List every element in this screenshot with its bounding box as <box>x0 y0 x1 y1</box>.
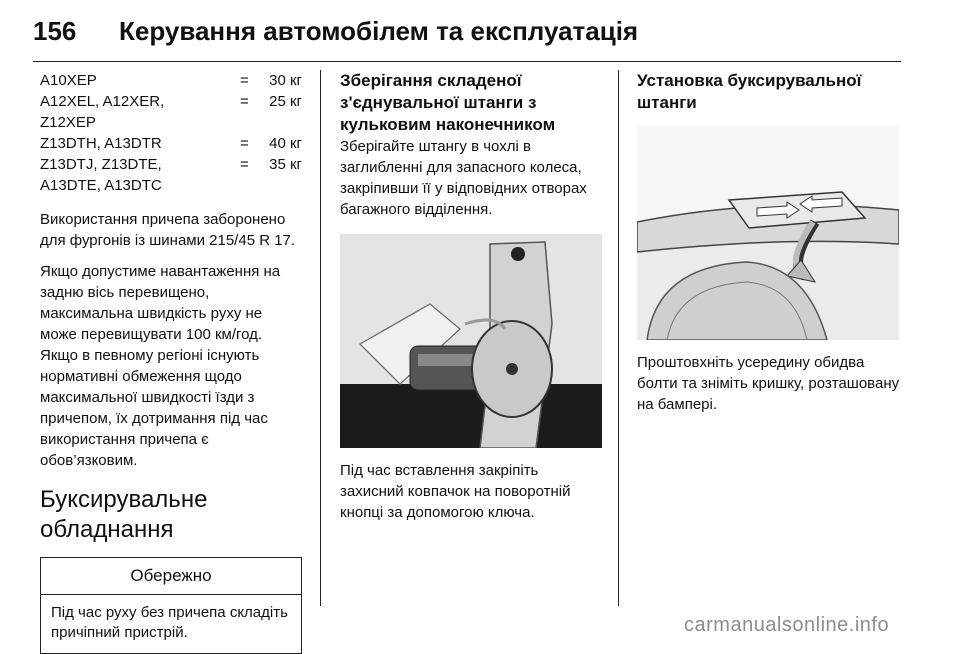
install-heading: Установка буксирувальної штанги <box>637 71 862 112</box>
speed-limit-note: Якщо допустиме навантаження на задню вісь перевищено, максимальна швидкість руху не може перевищувати 100 км/год. Якщо в певному регіоні існують нормативні обмеження щодо максимальної швидкості їзди з причепом, їх дотримання під час використання причепа є обов’язковим. <box>40 263 281 469</box>
equals-sign: = <box>240 93 249 110</box>
weight-row <box>40 112 302 133</box>
weight-value: 30 кг <box>269 72 302 89</box>
weight-row <box>40 91 302 112</box>
caution-title: Обережно <box>41 558 301 595</box>
cover-caption: Проштовхніть усередину обидва болти та зніміть кришку, розташовану на бампері. <box>637 354 900 413</box>
weight-value: 35 кг <box>269 156 302 173</box>
watermark: carmanualsonline.info <box>684 614 890 636</box>
page-number: 156 <box>33 16 77 46</box>
weight-value <box>260 175 302 196</box>
header-divider <box>33 61 901 62</box>
column-left <box>40 70 302 654</box>
weight-value: 25 кг <box>269 93 302 110</box>
weight-row <box>40 70 302 91</box>
equals-sign: = <box>240 135 249 152</box>
caution-text: Під час руху без причепа складіть причіпний пристрій. <box>51 604 288 641</box>
caution-box <box>40 557 302 654</box>
column-divider <box>320 70 321 606</box>
engine-models: Z13DTH, A13DTR <box>40 135 162 152</box>
section-heading: Буксирувальне обладнання <box>40 486 208 543</box>
weight-value <box>260 112 302 133</box>
weight-row <box>40 133 302 154</box>
storage-heading: Зберігання складеної з'єднувальної штанги з кульковим наконечником <box>340 71 556 134</box>
equals-sign <box>240 175 260 196</box>
trailer-weight-table <box>40 70 302 196</box>
column-divider <box>618 70 619 606</box>
weight-value: 40 кг <box>269 135 302 152</box>
engine-models: A13DTE, A13DTC <box>40 177 162 194</box>
engine-models: Z12XEP <box>40 114 96 131</box>
engine-models: Z13DTJ, Z13DTE, <box>40 156 162 173</box>
page-title: Керування автомобілем та експлуатація <box>119 16 639 46</box>
engine-models: A10XEP <box>40 72 97 89</box>
storage-instructions: Зберігайте штангу в чохлі в заглибленні для запасного колеса, закріпивши її у відповідних отворах багажного відділення. <box>340 138 587 218</box>
weight-row <box>40 175 302 196</box>
van-tyre-restriction: Використання причепа заборонено для фургонів із шинами 215/45 R 17. <box>40 211 296 249</box>
equals-sign <box>240 112 260 133</box>
column-middle <box>340 70 606 523</box>
tow-bar-cap-illustration <box>340 234 602 448</box>
tow-bar-cap-drawing <box>340 234 602 448</box>
equals-sign: = <box>240 72 249 89</box>
engine-models: A12XEL, A12XER, <box>40 93 165 110</box>
bumper-cover-drawing <box>637 126 899 340</box>
bumper-cover-illustration <box>637 126 899 340</box>
equals-sign: = <box>240 156 249 173</box>
page-header <box>33 16 913 56</box>
weight-row <box>40 154 302 175</box>
column-right <box>637 70 903 415</box>
cap-caption: Під час вставлення закріпіть захисний ковпачок на поворотній кнопці за допомогою ключа. <box>340 462 571 521</box>
